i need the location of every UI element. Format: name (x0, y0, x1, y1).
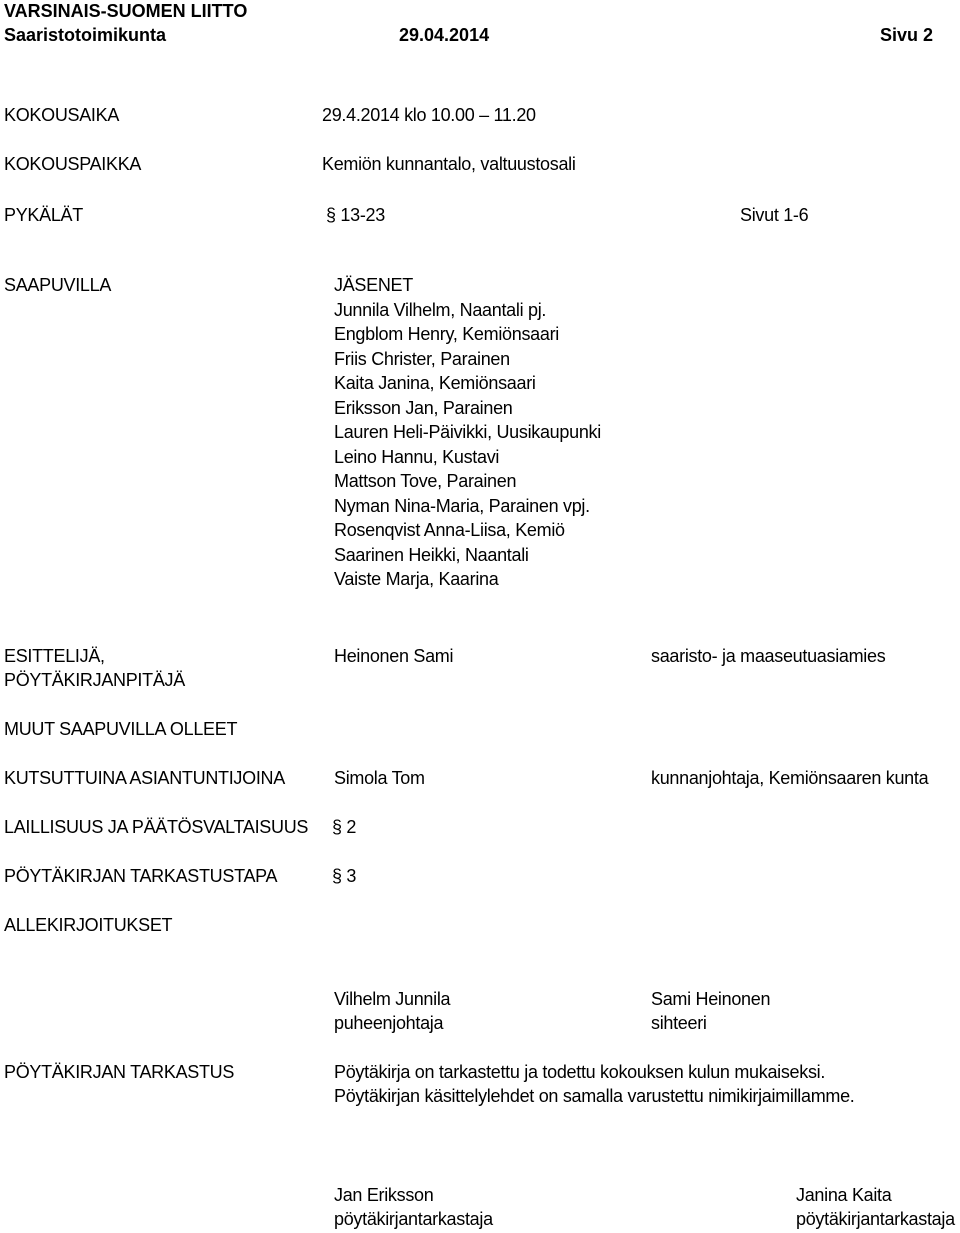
expert-name: Simola Tom (334, 768, 425, 788)
presenter-label-line1: ESITTELIJÄ, (4, 646, 105, 666)
member-item: Eriksson Jan, Parainen (334, 397, 513, 418)
members-heading: JÄSENET (334, 275, 413, 295)
chair-name: Vilhelm Junnila (334, 989, 451, 1009)
member-item: Mattson Tove, Parainen (334, 471, 517, 491)
reviewer1-name: Jan Eriksson (334, 1185, 434, 1205)
signatures-label: ALLEKIRJOITUKSET (4, 915, 173, 935)
review-text-line1: Pöytäkirja on tarkastettu ja todettu kokouksen kulun mukaiseksi. (334, 1062, 826, 1082)
pages-value: Sivut 1-6 (740, 205, 809, 225)
attendees-label: SAAPUVILLA (4, 275, 112, 295)
presenter-title: saaristo- ja maaseutuasiamies (651, 646, 886, 666)
member-item: Vaiste Marja, Kaarina (334, 569, 499, 589)
sections-value: § 13-23 (326, 205, 385, 225)
presenter-name: Heinonen Sami (334, 646, 454, 666)
secretary-name: Sami Heinonen (651, 989, 771, 1009)
meeting-time-value: 29.4.2014 klo 10.00 – 11.20 (322, 105, 536, 125)
reviewer2-role: pöytäkirjantarkastaja (796, 1209, 955, 1229)
review-text-line2: Pöytäkirjan käsittelylehdet on samalla varustettu nimikirjaimillamme. (334, 1086, 855, 1106)
expert-title: kunnanjohtaja, Kemiönsaaren kunta (651, 768, 929, 788)
page-number: Sivu 2 (880, 25, 934, 45)
organization-name: VARSINAIS-SUOMEN LIITTO (4, 1, 248, 21)
presenter-label-line2: PÖYTÄKIRJANPITÄJÄ (4, 670, 185, 690)
meeting-time-label: KOKOUSAIKA (4, 105, 120, 125)
member-item: Saarinen Heikki, Naantali (334, 544, 529, 565)
chair-role: puheenjohtaja (334, 1013, 444, 1033)
reviewer1-role: pöytäkirjantarkastaja (334, 1209, 493, 1229)
member-item: Kaita Janina, Kemiönsaari (334, 373, 536, 393)
member-item: Engblom Henry, Kemiönsaari (334, 324, 559, 344)
reviewer2-name: Janina Kaita (796, 1185, 892, 1205)
experts-label: KUTSUTTUINA ASIANTUNTIJOINA (4, 768, 285, 788)
secretary-role: sihteeri (651, 1013, 707, 1033)
document-date: 29.04.2014 (399, 25, 490, 45)
member-item: Rosenqvist Anna-Liisa, Kemiö (334, 520, 565, 540)
meeting-place-value: Kemiön kunnantalo, valtuustosali (322, 154, 576, 174)
sections-label: PYKÄLÄT (4, 205, 83, 225)
member-item: Friis Christer, Parainen (334, 348, 510, 369)
review-method-label: PÖYTÄKIRJAN TARKASTUSTAPA (4, 866, 278, 886)
committee-name: Saaristotoimikunta (4, 25, 167, 45)
member-item: Leino Hannu, Kustavi (334, 446, 500, 467)
member-item: Nyman Nina-Maria, Parainen vpj. (334, 495, 590, 516)
legality-value: § 2 (332, 817, 357, 837)
others-present-label: MUUT SAAPUVILLA OLLEET (4, 719, 238, 739)
meeting-place-label: KOKOUSPAIKKA (4, 154, 142, 174)
member-item: Junnila Vilhelm, Naantali pj. (334, 299, 547, 320)
members-list (334, 273, 601, 592)
review-method-value: § 3 (332, 866, 357, 886)
member-item: Lauren Heli-Päivikki, Uusikaupunki (334, 422, 601, 442)
review-label: PÖYTÄKIRJAN TARKASTUS (4, 1062, 235, 1082)
legality-label: LAILLISUUS JA PÄÄTÖSVALTAISUUS (4, 817, 309, 837)
